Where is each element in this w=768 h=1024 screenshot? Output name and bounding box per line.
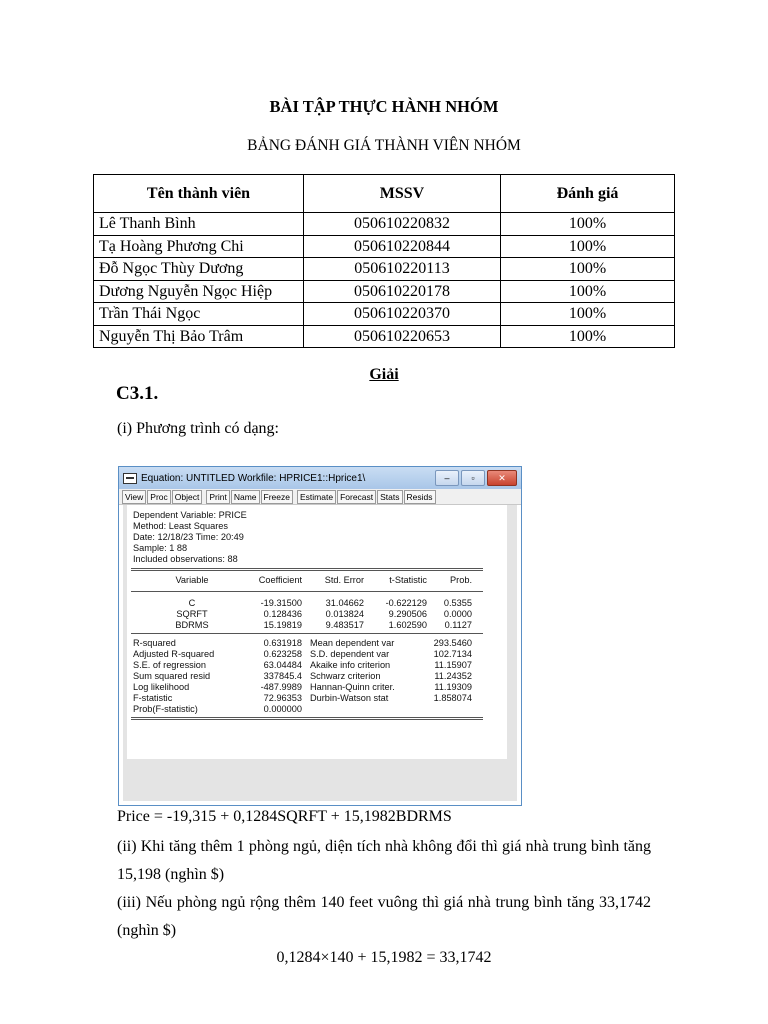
coef-value: -19.31500 xyxy=(260,598,302,608)
toolbar-forecast-button[interactable]: Forecast xyxy=(337,490,376,504)
member-id-cell: 050610220832 xyxy=(304,213,501,236)
member-rating-cell: 100% xyxy=(501,235,675,258)
coef-header: Coefficient xyxy=(258,575,302,585)
coef-header: Std. Error xyxy=(324,575,364,585)
table-row xyxy=(94,235,675,258)
output-header-line: Date: 12/18/23 Time: 20:49 xyxy=(133,532,244,542)
coef-header: t-Statistic xyxy=(389,575,427,585)
coef-value: 9.290506 xyxy=(388,609,427,619)
eviews-window-title: Equation: UNTITLED Workfile: HPRICE1::Hprice1\ xyxy=(141,472,366,484)
toolbar-stats-button[interactable]: Stats xyxy=(377,490,402,504)
part3-text: (iii) Nếu phòng ngủ rộng thêm 140 feet vuông thì giá nhà trung bình tăng 33,1742 (nghìn $) xyxy=(117,894,651,939)
toolbar-proc-button[interactable]: Proc xyxy=(147,490,170,504)
members-table xyxy=(93,174,675,348)
eviews-output-area xyxy=(123,505,517,801)
stat-label: Sum squared resid xyxy=(133,671,211,681)
document-title: BÀI TẬP THỰC HÀNH NHÓM xyxy=(269,97,499,116)
stat-value: 102.7134 xyxy=(433,649,472,659)
coef-header: Variable xyxy=(175,575,209,585)
table-row xyxy=(94,325,675,348)
member-id-cell: 050610220844 xyxy=(304,235,501,258)
coef-value: 9.483517 xyxy=(325,620,364,630)
stat-value: 293.5460 xyxy=(433,638,472,648)
stat-value: 0.000000 xyxy=(263,704,302,714)
part2-text: (ii) Khi tăng thêm 1 phòng ngủ, diện tích nhà không đổi thì giá nhà trung bình tăng 15,198 (nghìn $) xyxy=(117,838,651,883)
table-row xyxy=(94,280,675,303)
table-row xyxy=(94,258,675,281)
regression-output xyxy=(127,505,507,759)
member-name-cell: Tạ Hoàng Phương Chi xyxy=(94,235,304,258)
toolbar-object-button[interactable]: Object xyxy=(172,490,203,504)
member-rating-cell: 100% xyxy=(501,280,675,303)
coef-variable: SQRFT xyxy=(176,609,208,619)
output-divider xyxy=(131,719,483,720)
eviews-toolbar xyxy=(119,489,521,505)
output-divider xyxy=(131,717,483,718)
minimize-button[interactable]: – xyxy=(435,470,459,486)
stat-value: 63.04484 xyxy=(263,660,302,670)
coef-variable: C xyxy=(188,598,196,608)
member-name-cell: Nguyễn Thị Bảo Trâm xyxy=(94,325,304,348)
member-rating-cell: 100% xyxy=(501,258,675,281)
stat-label: R-squared xyxy=(133,638,176,648)
toolbar-view-button[interactable]: View xyxy=(122,490,146,504)
toolbar-estimate-button[interactable]: Estimate xyxy=(297,490,336,504)
toolbar-freeze-button[interactable]: Freeze xyxy=(261,490,293,504)
stat-value: 11.19309 xyxy=(434,682,472,692)
output-divider xyxy=(131,633,483,634)
member-id-cell: 050610220178 xyxy=(304,280,501,303)
coef-value: 1.602590 xyxy=(388,620,427,630)
stat-value: 11.24352 xyxy=(434,671,472,681)
close-button[interactable]: ✕ xyxy=(487,470,517,486)
stat-value: 11.15907 xyxy=(434,660,472,670)
window-controls xyxy=(435,470,517,486)
toolbar-print-button[interactable]: Print xyxy=(206,490,229,504)
member-name-cell: Lê Thanh Bình xyxy=(94,213,304,236)
stat-value: 72.96353 xyxy=(263,693,302,703)
member-id-cell: 050610220653 xyxy=(304,325,501,348)
stat-label: Prob(F-statistic) xyxy=(133,704,198,714)
output-divider xyxy=(131,591,483,592)
coef-variable: BDRMS xyxy=(175,620,209,630)
output-divider xyxy=(131,570,483,571)
coef-value: 0.5355 xyxy=(443,598,472,608)
stat-label: Log likelihood xyxy=(133,682,190,692)
stat-value: 0.631918 xyxy=(263,638,302,648)
coef-header: Prob. xyxy=(450,575,472,585)
stat-label: Durbin-Watson stat xyxy=(310,693,389,703)
calculation-line: 0,1284×140 + 15,1982 = 33,1742 xyxy=(276,949,492,966)
coef-value: 0.1127 xyxy=(444,620,472,630)
section-heading: Giải xyxy=(369,366,399,383)
maximize-button[interactable]: ▫ xyxy=(461,470,485,486)
part1-text: (i) Phương trình có dạng: xyxy=(117,420,279,437)
output-header-line: Method: Least Squares xyxy=(133,521,228,531)
document-subtitle: BẢNG ĐÁNH GIÁ THÀNH VIÊN NHÓM xyxy=(247,137,521,154)
stat-label: Hannan-Quinn criter. xyxy=(310,682,395,692)
member-id-cell: 050610220113 xyxy=(304,258,501,281)
member-name-cell: Đỗ Ngọc Thùy Dương xyxy=(94,258,304,281)
equation-window-icon xyxy=(123,473,137,484)
stat-label: S.D. dependent var xyxy=(310,649,390,659)
coef-value: 0.013824 xyxy=(325,609,364,619)
member-rating-cell: 100% xyxy=(501,213,675,236)
regression-equation: Price = -19,315 + 0,1284SQRFT + 15,1982BDRMS xyxy=(117,808,452,825)
coef-value: 0.0000 xyxy=(443,609,472,619)
question-label: C3.1. xyxy=(116,383,159,404)
header-rating: Đánh giá xyxy=(501,175,675,213)
stat-value: 1.858074 xyxy=(433,693,472,703)
output-header-line: Sample: 1 88 xyxy=(133,543,188,553)
eviews-titlebar[interactable] xyxy=(119,467,521,489)
member-rating-cell: 100% xyxy=(501,325,675,348)
output-header-line: Included observations: 88 xyxy=(133,554,238,564)
stat-label: Schwarz criterion xyxy=(310,671,381,681)
stat-value: 0.623258 xyxy=(263,649,302,659)
stat-value: 337845.4 xyxy=(263,671,302,681)
stat-label: Adjusted R-squared xyxy=(133,649,215,659)
member-id-cell: 050610220370 xyxy=(304,303,501,326)
member-rating-cell: 100% xyxy=(501,303,675,326)
toolbar-resids-button[interactable]: Resids xyxy=(404,490,436,504)
header-student-id: MSSV xyxy=(304,175,501,213)
table-row xyxy=(94,213,675,236)
output-divider xyxy=(131,568,483,569)
member-name-cell: Dương Nguyễn Ngọc Hiệp xyxy=(94,280,304,303)
coef-value: 15.19819 xyxy=(263,620,302,630)
table-header-row xyxy=(94,175,675,213)
header-name: Tên thành viên xyxy=(94,175,304,213)
member-name-cell: Trần Thái Ngọc xyxy=(94,303,304,326)
members-table-body xyxy=(94,213,675,348)
eviews-window xyxy=(118,466,522,806)
stat-label: S.E. of regression xyxy=(133,660,207,670)
table-row xyxy=(94,303,675,326)
stat-label: Akaike info criterion xyxy=(310,660,391,670)
coef-value: 31.04662 xyxy=(325,598,364,608)
coef-value: -0.622129 xyxy=(385,598,427,608)
output-header-line: Dependent Variable: PRICE xyxy=(133,510,247,520)
stat-label: Mean dependent var xyxy=(310,638,395,648)
stat-value: -487.9989 xyxy=(260,682,302,692)
toolbar-name-button[interactable]: Name xyxy=(231,490,260,504)
coef-value: 0.128436 xyxy=(263,609,302,619)
stat-label: F-statistic xyxy=(133,693,173,703)
